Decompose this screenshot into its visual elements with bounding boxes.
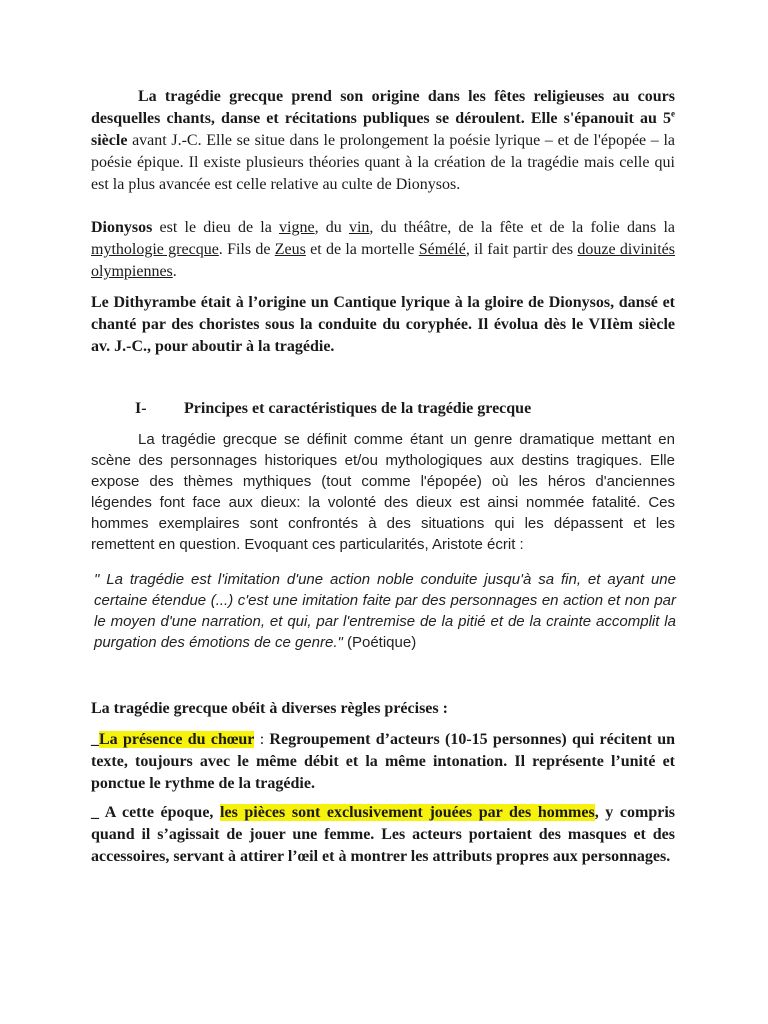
quote-text: " La tragédie est l'imitation d'une action noble conduite jusqu'à sa fin, et ayant une certaine étendue (...) c'est une imitation faite par des personnages en action et non par le moyen d'une narration, et qui, par l'entremise de la pitié et de la crainte accomplit la purgation des émotions de ce genre."	[94, 571, 676, 651]
century-superscript: e	[671, 108, 675, 119]
dithyrambe-paragraph: Le Dithyrambe était à l’origine un Cantique lyrique à la gloire de Dionysos, dansé et chanté par des choristes sous la conduite du coryphée. Il évolua dès le VIIèm siècle av. J.-C., pour aboutir à la tragédie.	[91, 294, 675, 355]
text-segment: , du	[314, 219, 349, 236]
section-title: Principes et caractéristiques de la tragédie grecque	[184, 400, 532, 417]
century-word: siècle	[91, 132, 128, 149]
aristote-quote	[94, 569, 676, 653]
intro-text-start: La tragédie grecque prend son origine dans les fêtes religieuses au cours desquelles chants, danse et récitations publiques se déroulent. Elle s'épanouit au	[91, 88, 675, 127]
text-segment: et de la mortelle	[305, 241, 419, 258]
rule-bullet: _	[91, 731, 99, 748]
link-douze-divinites[interactable]: douze divinités olympiennes	[91, 241, 676, 280]
rule-actors-text: , y compris quand il s’agissait de jouer une femme. Les acteurs portaient des masques et des accessoires, servant à attirer l’œil et à montrer les attributs propres aux personnages.	[91, 804, 675, 865]
highlight-men-only: les pièces sont exclusivement jouées par des hommes	[220, 804, 595, 821]
rule-chorus-text: Regroupement d’acteurs (10-15 personnes) qui récitent un texte, toujours avec le même débit et la même intonation. Il représente l’unité et ponctue le rythme de la tragédie.	[91, 731, 675, 792]
text-segment: .	[172, 263, 177, 280]
century-number: 5	[663, 110, 671, 127]
section-heading	[135, 398, 531, 420]
text-segment: , du théâtre, de la fête et de la folie dans la	[369, 219, 676, 236]
link-mythologie-grecque[interactable]: mythologie grecque	[91, 241, 219, 258]
text-segment: , il fait partir des	[465, 241, 578, 258]
link-semele[interactable]: Sémélé	[418, 241, 466, 258]
link-vin[interactable]: vin	[348, 219, 370, 236]
section-number: I-	[135, 400, 147, 417]
link-vigne[interactable]: vigne	[279, 219, 315, 236]
dionysos-paragraph	[91, 217, 675, 283]
dionysos-name: Dionysos	[91, 219, 153, 236]
intro-paragraph	[91, 86, 675, 196]
intro-text-end: avant J.-C. Elle se situe dans le prolongement la poésie lyrique – et de l'épopée – la poésie épique. Il existe plusieurs théories quant à la création de la tragédie mais celle qui est la plus avancée est celle relative au culte de Dionysos.	[91, 132, 675, 193]
highlight-chorus: La présence du chœur	[99, 731, 255, 748]
rules-intro: La tragédie grecque obéit à diverses règles précises :	[91, 700, 448, 717]
link-zeus[interactable]: Zeus	[274, 241, 306, 258]
rule-chorus	[91, 729, 675, 795]
text-segment: est le dieu de la	[152, 219, 280, 236]
quote-source: (Poétique)	[342, 634, 417, 651]
rule-colon: :	[254, 731, 270, 748]
text-segment: . Fils de	[218, 241, 275, 258]
rule-actors-prefix: _ A cette époque,	[91, 804, 221, 821]
definition-paragraph: La tragédie grecque se définit comme étant un genre dramatique mettant en scène des personnages historiques et/ou mythologiques aux destins tragiques. Elle expose des thèmes mythiques (tout comme l'épopée) où les héros d'anciennes légendes font face aux dieux: la volonté des dieux est ainsi nommée fatalité. Ces hommes exemplaires sont confrontés à des situations qui les dépassent et les remettent en question. Evoquant ces particularités, Aristote écrit :	[91, 431, 675, 553]
rule-actors	[91, 802, 675, 868]
